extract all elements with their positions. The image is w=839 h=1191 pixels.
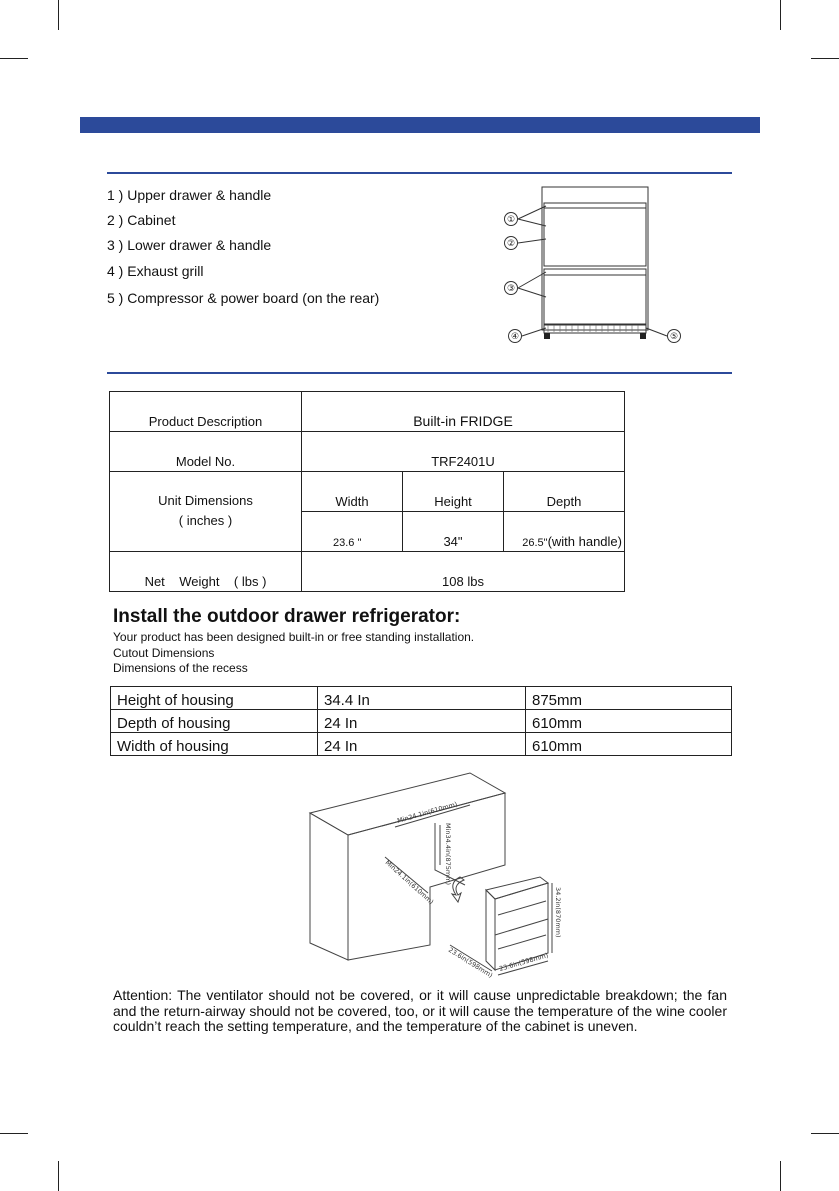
crop-mark (58, 0, 59, 30)
callout-4: ④ (510, 332, 520, 342)
dim-unit-height: 34.2in(870mm) (554, 887, 562, 938)
spec-value-weight: 108 lbs (302, 552, 625, 592)
fridge-body (486, 890, 495, 970)
spec-value-model: TRF2401U (302, 432, 625, 472)
installation-diagram (300, 765, 570, 980)
spec-header-depth: Depth (504, 472, 625, 512)
crop-mark (0, 1133, 28, 1134)
fridge-drawer-divider (495, 919, 548, 935)
cabinet-front (310, 813, 348, 960)
spec-value-height: 34" (403, 512, 504, 552)
housing-inches: 24 In (318, 733, 526, 756)
install-intro (113, 630, 474, 677)
spec-value-depth (504, 512, 625, 552)
parts-list-item: 4 ) Exhaust grill (107, 263, 204, 279)
housing-label: Depth of housing (111, 710, 318, 733)
lower-drawer (544, 269, 646, 325)
spec-label-product: Product Description (110, 392, 302, 432)
install-title: Install the outdoor drawer refrigerator: (113, 606, 461, 627)
install-line: Cutout Dimensions (113, 645, 215, 660)
crop-mark (780, 0, 781, 30)
insert-arrow (452, 877, 464, 902)
spec-header-width: Width (302, 472, 403, 512)
housing-mm: 610mm (526, 733, 732, 756)
fridge-front (486, 877, 548, 899)
spec-value-width: 23.6 " (302, 512, 403, 552)
foot-left (544, 333, 550, 339)
fridge-front-diagram (500, 182, 700, 347)
callout-5: ⑤ (669, 332, 679, 342)
crop-mark (780, 1161, 781, 1191)
parts-list-item: 5 ) Compressor & power board (on the rear) (107, 290, 380, 306)
housing-label: Width of housing (111, 733, 318, 756)
housing-inches: 34.4 In (318, 687, 526, 710)
spec-label-model: Model No. (110, 432, 302, 472)
spec-header-height: Height (403, 472, 504, 512)
housing-mm: 875mm (526, 687, 732, 710)
table-row (111, 687, 732, 710)
attention-note: Attention: The ventilator should not be covered, or it will cause unpredictable breakdown; the fan and the return-airway should not be covered, too, or it will cause the temperature of the wine cooler couldn’t reach the setting temperature, and the temperature of the cabinet is uneven. (113, 987, 727, 1034)
parts-list-item: 1 ) Upper drawer & handle (107, 187, 272, 203)
table-row (111, 710, 732, 733)
housing-mm: 610mm (526, 710, 732, 733)
section-rule-top (107, 172, 732, 174)
foot-right (640, 333, 646, 339)
parts-list-item: 2 ) Cabinet (107, 212, 176, 228)
install-line: Dimensions of the recess (113, 661, 248, 675)
crop-mark (811, 58, 839, 59)
dim-unit-depth: 23.6in(598mm) (446, 945, 495, 980)
parts-list-item: 3 ) Lower drawer & handle (107, 237, 272, 253)
housing-label: Height of housing (111, 687, 318, 710)
crop-mark (0, 58, 28, 59)
dim-unit-width: 23.6in(598mm) (498, 951, 550, 973)
crop-mark (811, 1133, 839, 1134)
depth-note: (with handle) (547, 534, 622, 549)
counter-top (310, 773, 505, 835)
crop-mark (58, 1161, 59, 1191)
install-line: Your product has been designed built-in or free standing installation. (113, 630, 475, 644)
callout-2: ② (506, 239, 516, 249)
spec-label-dimensions (110, 472, 302, 552)
dimensions-label: Unit Dimensions (158, 492, 253, 508)
upper-drawer (544, 203, 646, 266)
dim-recess-depth: Min24.1in(610mm) (383, 858, 436, 907)
spec-table (109, 391, 625, 592)
callout-1: ① (506, 215, 516, 225)
housing-inches: 24 In (318, 710, 526, 733)
spec-label-weight: Net Weight ( lbs ) (110, 552, 302, 592)
depth-value: 26.5" (522, 537, 548, 549)
section-rule-middle (107, 372, 732, 374)
dim-recess-width: Min24.1in(610mm) (396, 800, 459, 825)
header-banner (80, 117, 760, 133)
table-row (111, 733, 732, 756)
housing-table (110, 686, 732, 756)
spec-value-product: Built-in FRIDGE (302, 392, 625, 432)
callout-3: ③ (506, 284, 516, 294)
dimensions-unit: ( inches ) (178, 512, 233, 528)
dim-recess-height: Min34.4in(875mm) (444, 823, 452, 886)
